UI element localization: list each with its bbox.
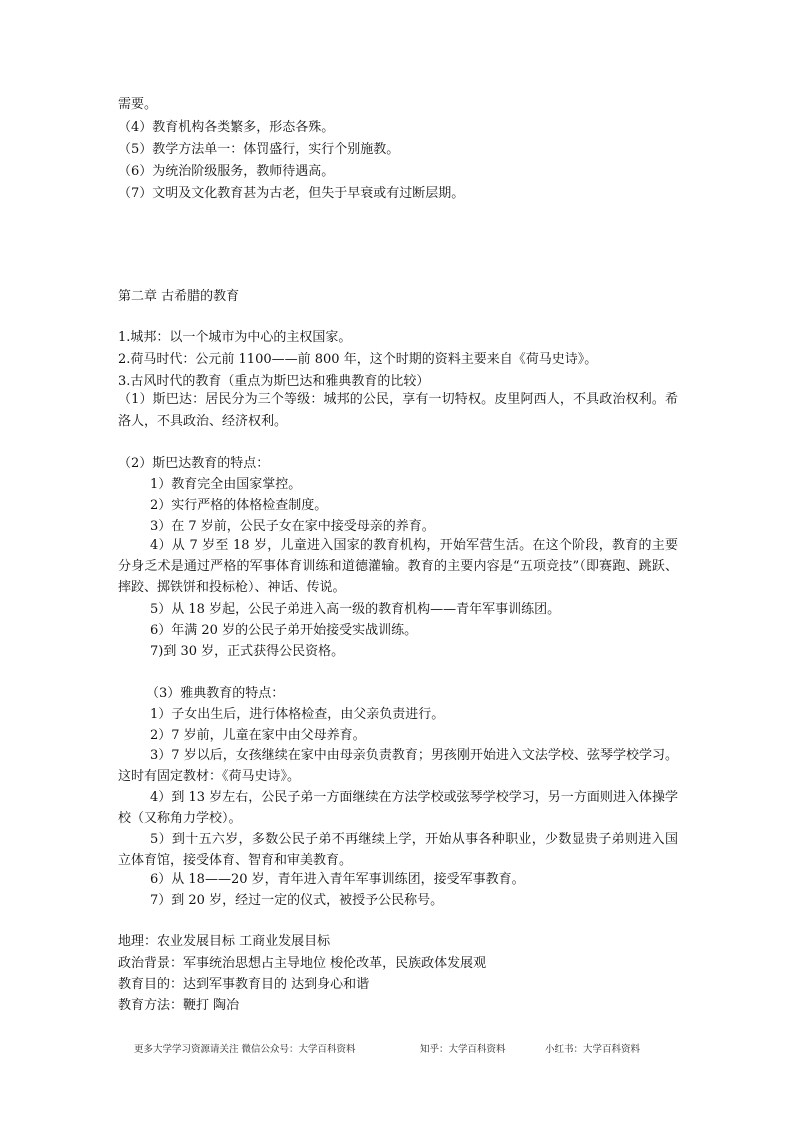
text-line: 6）年满 20 岁的公民子弟开始接受实战训练。 xyxy=(150,623,418,638)
text-line: （4）教育机构各类繁多，形态各殊。 xyxy=(118,120,335,135)
text-line: 政治背景：军事统治思想占主导地位 梭伦改革，民族政体发展观 xyxy=(118,956,487,971)
text-line: （6）为统治阶级服务，教师待遇高。 xyxy=(118,164,335,179)
text-line: 2）实行严格的体格检查制度。 xyxy=(150,498,328,513)
text-line: 2）7 岁前，儿童在家中由父母养育。 xyxy=(150,728,366,743)
text-line: 3.古风时代的教育（重点为斯巴达和雅典教育的比较） xyxy=(118,374,430,389)
footer-xiaohongshu: 小红书：大学百科资料 xyxy=(545,1044,641,1055)
text-line: 2.荷马时代：公元前 1100——前 800 年，这个时期的资料主要来自《荷马史诗》。 xyxy=(118,352,598,367)
text-line: 1）教育完全由国家掌控。 xyxy=(150,477,302,492)
text-line: 5）从 18 岁起，公民子弟进入高一级的教育机构——青年军事训练团。 xyxy=(150,602,561,617)
footer-zhihu: 知乎：大学百科资料 xyxy=(420,1044,506,1055)
section-heading: （2）斯巴达教育的特点： xyxy=(118,456,270,471)
text-line: 教育目的：达到军事教育目的 达到身心和谐 xyxy=(118,977,370,992)
text-line: （7）文明及文化教育甚为古老，但失于早衰或有过断层期。 xyxy=(118,186,465,201)
paragraph: 4）从 7 岁至 18 岁，儿童进入国家的教育机构，开始军营生活。在这个阶段，教育的主要分身乏术是通过严格的军事体育训练和道德灌输。教育的主要内容是“五项竞技”（即赛跑、跳跃、摔跤、掷铁饼和投标枪）、神话、传说。 xyxy=(118,538,678,595)
paragraph: （1）斯巴达：居民分为三个等级：城邦的公民，享有一切特权。皮里阿西人，不具政治权利。希洛人，不具政治、经济权利。 xyxy=(118,392,678,429)
text-line: 地理：农业发展目标 工商业发展目标 xyxy=(118,934,331,949)
paragraph: 4）到 13 岁左右，公民子弟一方面继续在方法学校或弦琴学校学习，另一方面则进入体操学校（又称角力学校）。 xyxy=(118,790,678,826)
chapter-title: 第二章 古希腊的教育 xyxy=(118,289,240,304)
paragraph: 5）到十五六岁，多数公民子弟不再继续上学，开始从事各种职业，少数显贵子弟则进入国立体育馆，接受体育、智育和审美教育。 xyxy=(118,832,678,868)
text-line: （5）教学方法单一：体罚盛行，实行个别施教。 xyxy=(118,142,400,157)
text-line: 1）子女出生后，进行体格检查，由父亲负责进行。 xyxy=(150,707,445,722)
text-line: 7)到 30 岁，正式获得公民资格。 xyxy=(150,644,345,659)
text-line: 需要。 xyxy=(118,97,158,112)
paragraph: 3）7 岁以后，女孩继续在家中由母亲负责教育；男孩刚开始进入文法学校、弦琴学校学习。这时有固定教材：《荷马史诗》。 xyxy=(118,748,678,784)
footer-wechat: 更多大学学习资源请关注 微信公众号：大学百科资料 xyxy=(134,1044,356,1055)
text-line: 1.城邦：以一个城市为中心的主权国家。 xyxy=(118,330,352,345)
text-line: 3）在 7 岁前，公民子女在家中接受母亲的养育。 xyxy=(150,519,435,534)
section-heading: （3）雅典教育的特点： xyxy=(146,686,285,701)
text-line: 7）到 20 岁，经过一定的仪式，被授予公民称号。 xyxy=(150,893,444,908)
text-line: 教育方法：鞭打 陶冶 xyxy=(118,998,240,1013)
text-line: 6）从 18——20 岁，青年进入青年军事训练团，接受军事教育。 xyxy=(150,872,525,887)
